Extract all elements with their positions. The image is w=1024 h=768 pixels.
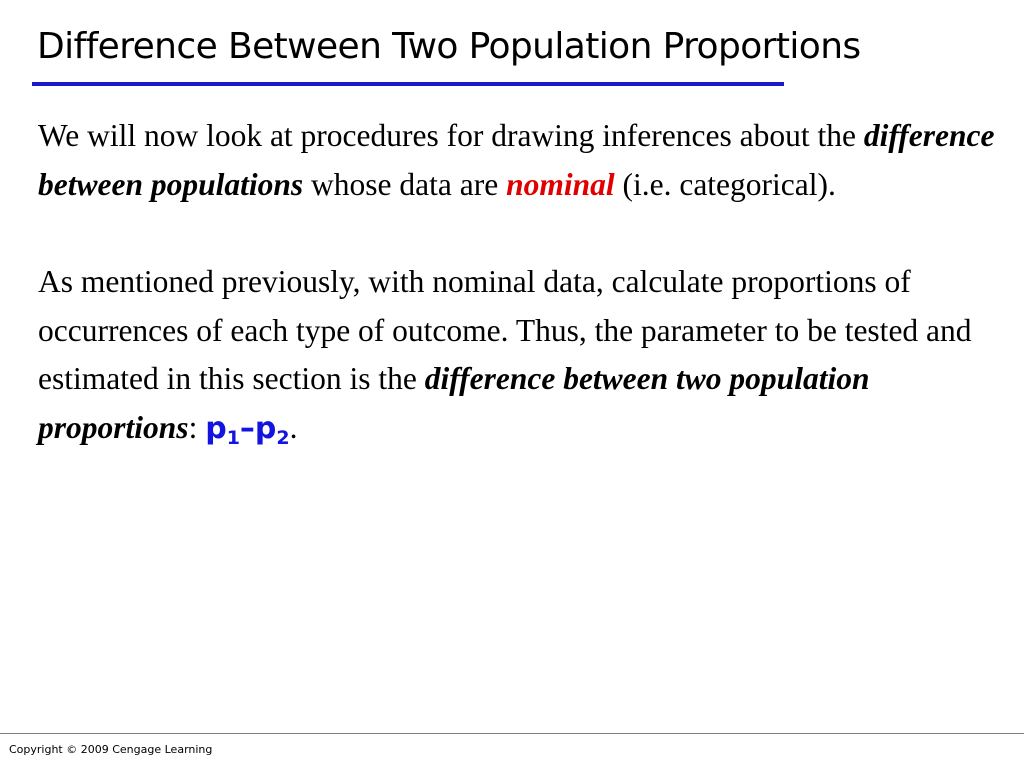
formula-sub-1: 1 (226, 426, 240, 449)
emphasis-difference-between-two-population-proportions: difference between two population proportions (38, 361, 870, 445)
formula-p2: p (254, 410, 277, 446)
formula-p1: p (205, 410, 227, 446)
slide-title: Difference Between Two Population Proportions (37, 26, 861, 67)
paragraph-parameter-text-3: . (289, 409, 298, 445)
title-underline (32, 82, 784, 86)
emphasis-nominal: nominal (506, 166, 615, 202)
paragraph-parameter-text-2: : (188, 409, 206, 445)
paragraph-intro (38, 112, 1013, 209)
paragraph-intro-text-1: We will now look at procedures for drawing inferences about the (38, 118, 864, 153)
paragraph-intro-text-2: whose data are (303, 166, 507, 202)
formula-sub-2: 2 (276, 426, 290, 449)
formula-p1-minus-p2 (205, 410, 290, 449)
copyright-footer: Copyright © 2009 Cengage Learning (9, 743, 213, 756)
formula-dash: – (239, 410, 255, 446)
paragraph-intro-text-3: (i.e. categorical). (614, 166, 836, 202)
paragraph-parameter (38, 258, 1013, 453)
footer-divider (0, 733, 1024, 734)
slide-body (38, 112, 1013, 453)
emphasis-difference-between-populations: difference between populations (38, 118, 995, 202)
paragraph-parameter-text-1: As mentioned previously, with nominal data, calculate proportions of occurrences of each type of outcome. Thus, the parameter to be tested and estimated in this section is the (38, 264, 972, 396)
